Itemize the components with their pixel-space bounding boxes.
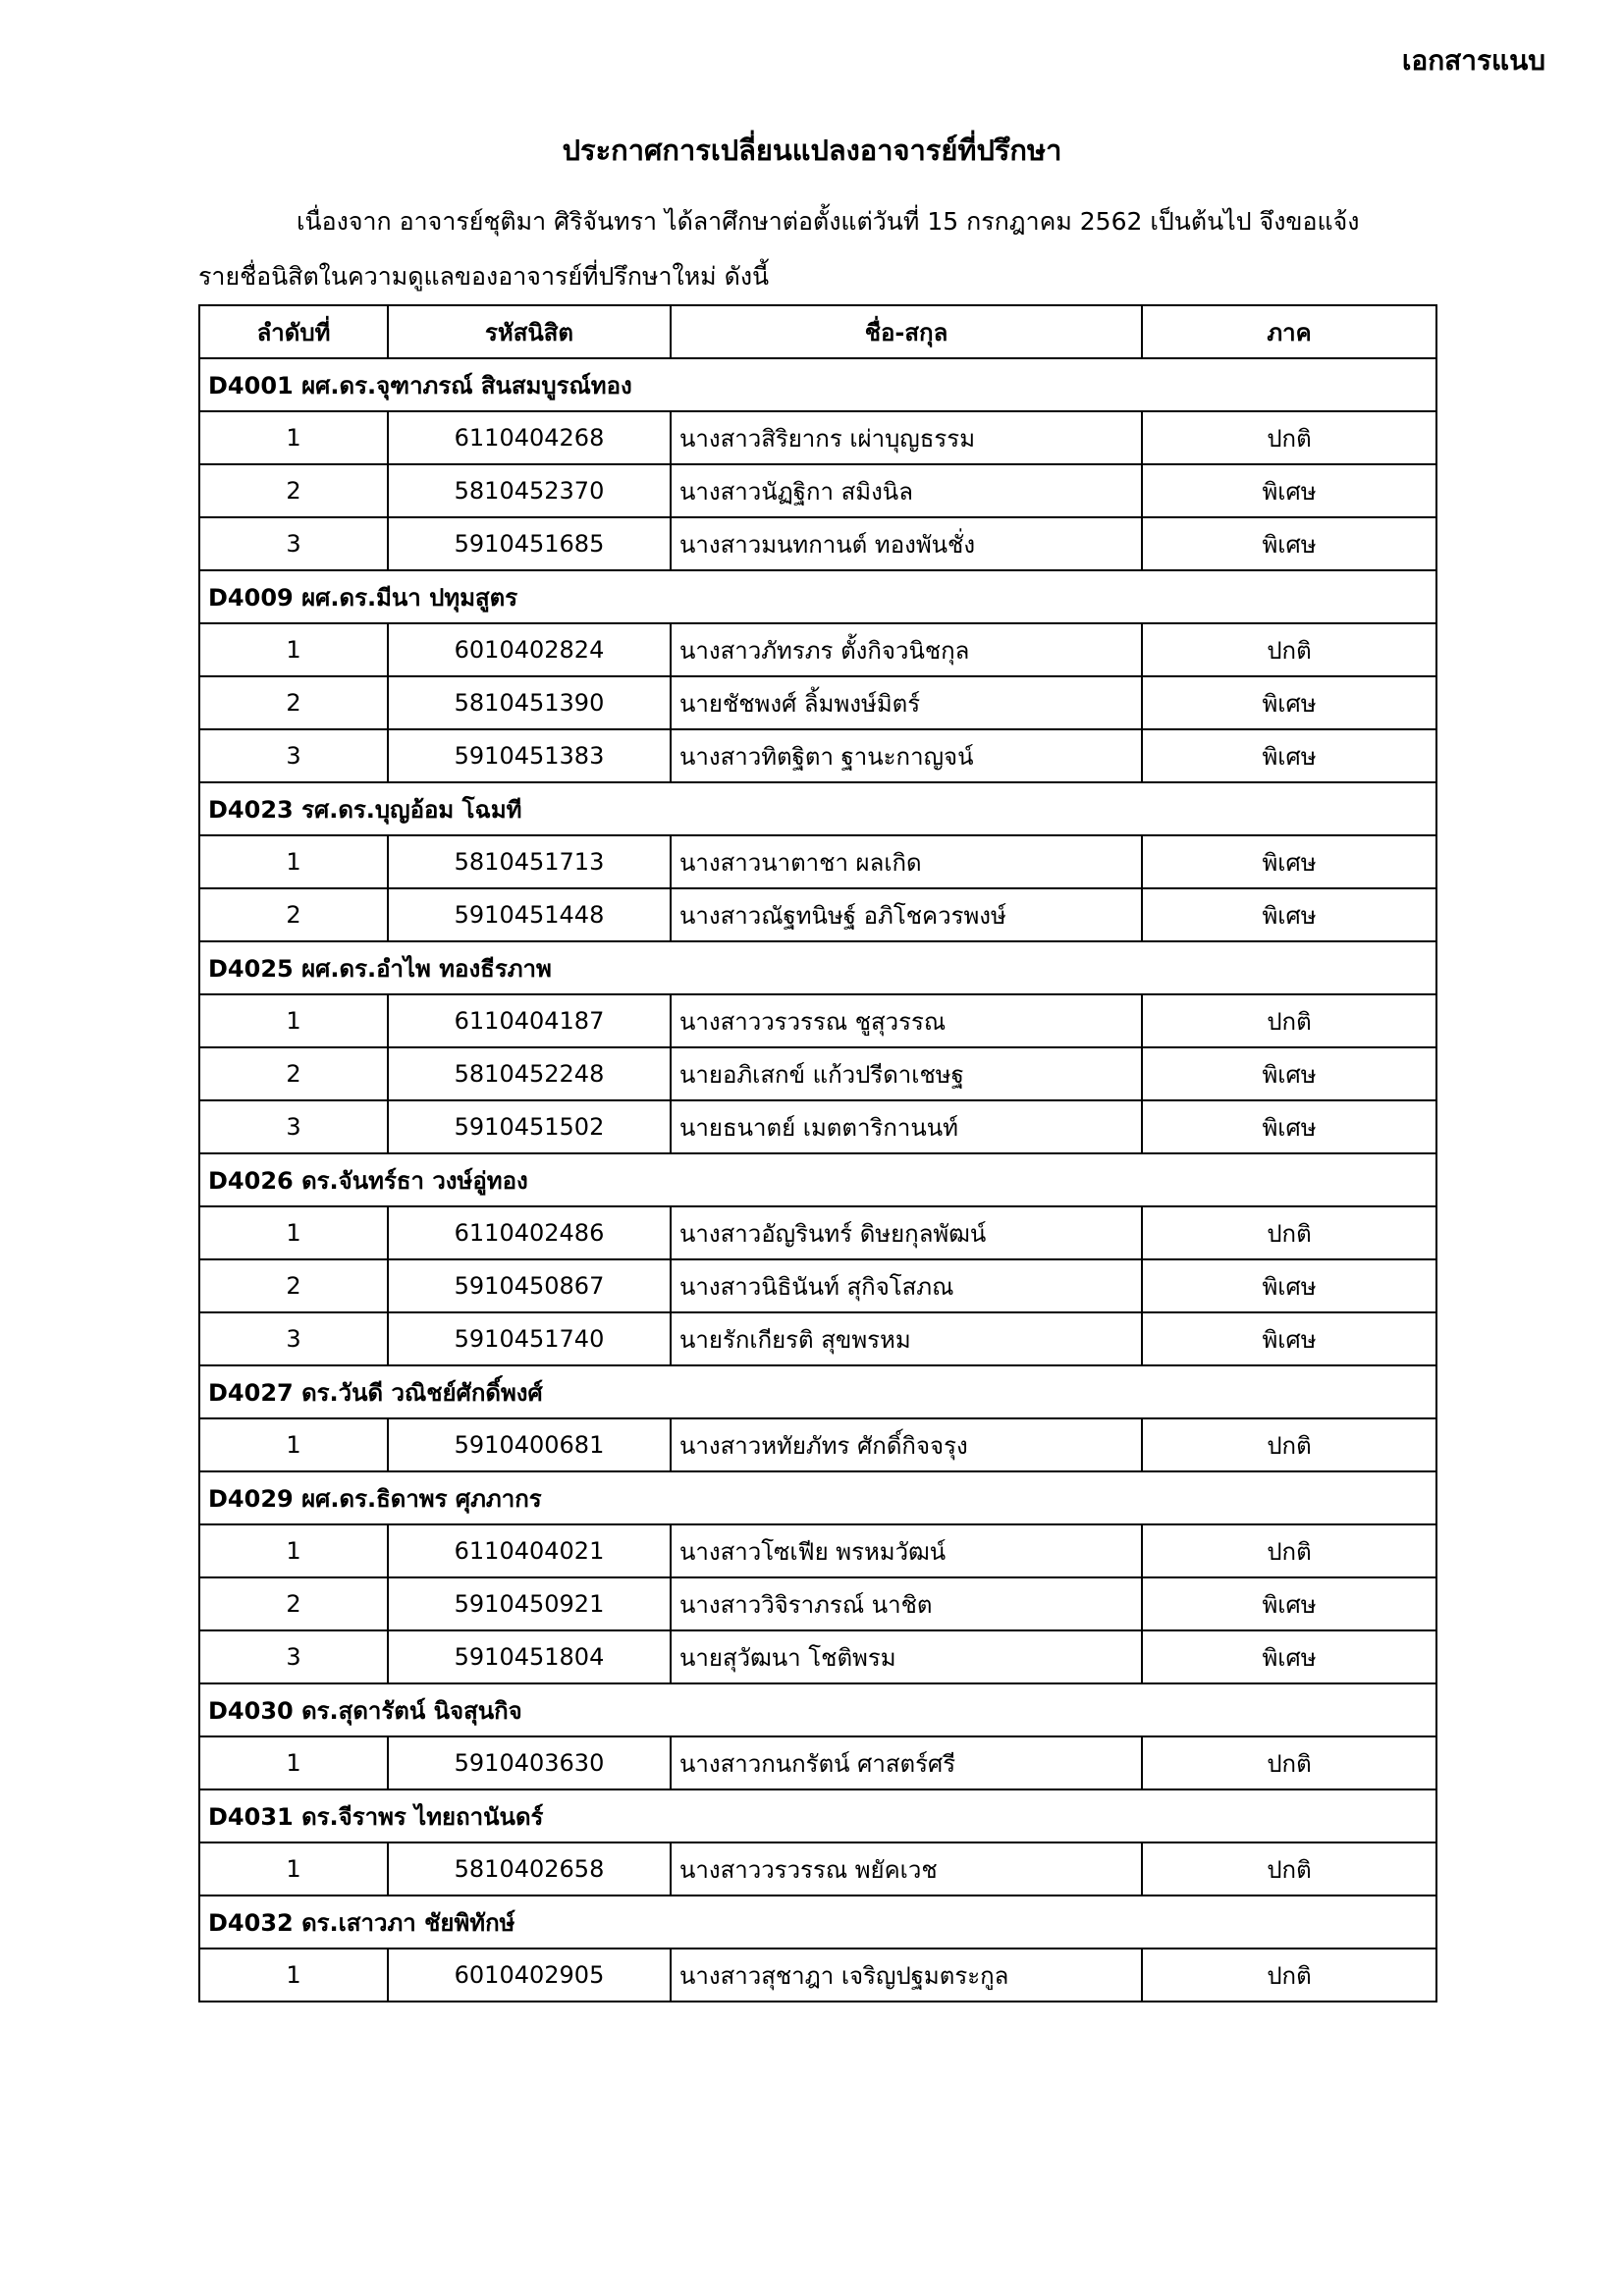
student-name-cell: นางสาวนาตาชา ผลเกิด <box>671 835 1142 888</box>
student-id-cell: 5910451740 <box>388 1312 671 1365</box>
student-name-cell: นางสาวสิริยากร เผ่าบุญธรรม <box>671 411 1142 464</box>
advisor-group-row <box>199 1153 1436 1206</box>
advisor-group-row <box>199 1471 1436 1524</box>
student-name-cell: นางสาวนิธินันท์ สุกิจโสภณ <box>671 1259 1142 1312</box>
table-row <box>199 623 1436 676</box>
program-cell: พิเศษ <box>1142 1312 1436 1365</box>
table-row <box>199 1949 1436 2002</box>
program-cell: ปกติ <box>1142 1736 1436 1789</box>
table-row <box>199 729 1436 782</box>
table-row <box>199 1206 1436 1259</box>
student-id-cell: 5910451448 <box>388 888 671 941</box>
advisor-name: D4001 ผศ.ดร.จุฑาภรณ์ สินสมบูรณ์ทอง <box>199 358 1436 411</box>
advisor-group-row <box>199 358 1436 411</box>
student-name-cell: นายสุวัฒนา โชติพรม <box>671 1630 1142 1683</box>
student-name-cell: นางสาวหทัยภัทร ศักดิ์กิจจรุง <box>671 1418 1142 1471</box>
student-id-cell: 5910450867 <box>388 1259 671 1312</box>
student-name-cell: นายรักเกียรติ สุขพรหม <box>671 1312 1142 1365</box>
student-name-cell: นายอภิเสกข์ แก้วปรีดาเชษฐ <box>671 1047 1142 1100</box>
order-cell: 1 <box>199 1524 388 1577</box>
advisor-group-row <box>199 1365 1436 1418</box>
student-id-cell: 5910403630 <box>388 1736 671 1789</box>
advisor-name: D4025 ผศ.ดร.อำไพ ทองธีรภาพ <box>199 941 1436 994</box>
header-order: ลำดับที่ <box>199 305 388 358</box>
student-name-cell: นายธนาตย์ เมตตาริกานนท์ <box>671 1100 1142 1153</box>
student-id-cell: 5910451502 <box>388 1100 671 1153</box>
order-cell: 3 <box>199 1100 388 1153</box>
student-id-cell: 5910451685 <box>388 517 671 570</box>
student-name-cell: นางสาวสุชาฎา เจริญปฐมตระกูล <box>671 1949 1142 2002</box>
order-cell: 2 <box>199 1259 388 1312</box>
table-row <box>199 1312 1436 1365</box>
table-row <box>199 517 1436 570</box>
advisor-name: D4023 รศ.ดร.บุญอ้อม โฉมที <box>199 782 1436 835</box>
student-name-cell: นางสาววิจิราภรณ์ นาชิต <box>671 1577 1142 1630</box>
table-row <box>199 464 1436 517</box>
program-cell: ปกติ <box>1142 623 1436 676</box>
order-cell: 3 <box>199 729 388 782</box>
student-id-cell: 6110404021 <box>388 1524 671 1577</box>
attachment-label: เอกสารแนบ <box>1401 44 1545 77</box>
table-body <box>199 358 1436 2002</box>
table-header-row <box>199 305 1436 358</box>
program-cell: พิเศษ <box>1142 1100 1436 1153</box>
intro-line-2: รายชื่อนิสิตในความดูแลของอาจารย์ที่ปรึกษาใหม่ ดังนี้ <box>198 262 770 291</box>
order-cell: 3 <box>199 1630 388 1683</box>
program-cell: ปกติ <box>1142 1949 1436 2002</box>
student-id-cell: 5810452248 <box>388 1047 671 1100</box>
student-id-cell: 5810451713 <box>388 835 671 888</box>
advisor-group-row <box>199 941 1436 994</box>
student-id-cell: 5910451383 <box>388 729 671 782</box>
student-id-cell: 5910450921 <box>388 1577 671 1630</box>
program-cell: พิเศษ <box>1142 835 1436 888</box>
student-name-cell: นายชัชพงศ์ ลิ้มพงษ์มิตร์ <box>671 676 1142 729</box>
student-id-cell: 6010402905 <box>388 1949 671 2002</box>
student-name-cell: นางสาววรวรรณ พยัคเวช <box>671 1842 1142 1896</box>
advisor-group-row <box>199 1683 1436 1736</box>
header-program: ภาค <box>1142 305 1436 358</box>
table-row <box>199 1047 1436 1100</box>
order-cell: 3 <box>199 517 388 570</box>
program-cell: พิเศษ <box>1142 1047 1436 1100</box>
order-cell: 2 <box>199 676 388 729</box>
student-id-cell: 5910451804 <box>388 1630 671 1683</box>
table-row <box>199 1524 1436 1577</box>
program-cell: ปกติ <box>1142 411 1436 464</box>
student-name-cell: นางสาวภัทรภร ตั้งกิจวนิชกุล <box>671 623 1142 676</box>
student-id-cell: 6010402824 <box>388 623 671 676</box>
program-cell: พิเศษ <box>1142 676 1436 729</box>
student-id-cell: 5910400681 <box>388 1418 671 1471</box>
program-cell: พิเศษ <box>1142 517 1436 570</box>
table-row <box>199 994 1436 1047</box>
student-id-cell: 6110402486 <box>388 1206 671 1259</box>
order-cell: 1 <box>199 623 388 676</box>
order-cell: 2 <box>199 1047 388 1100</box>
order-cell: 2 <box>199 1577 388 1630</box>
student-id-cell: 6110404268 <box>388 411 671 464</box>
program-cell: ปกติ <box>1142 1842 1436 1896</box>
table-row <box>199 1100 1436 1153</box>
student-name-cell: นางสาวนัฏฐิกา สมิงนิล <box>671 464 1142 517</box>
table-row <box>199 1736 1436 1789</box>
header-student-id: รหัสนิสิต <box>388 305 671 358</box>
program-cell: ปกติ <box>1142 994 1436 1047</box>
advisor-name: D4031 ดร.จีราพร ไทยถานันดร์ <box>199 1789 1436 1842</box>
program-cell: พิเศษ <box>1142 1259 1436 1312</box>
advisor-name: D4032 ดร.เสาวภา ชัยพิทักษ์ <box>199 1896 1436 1949</box>
program-cell: พิเศษ <box>1142 464 1436 517</box>
program-cell: พิเศษ <box>1142 729 1436 782</box>
student-id-cell: 5810402658 <box>388 1842 671 1896</box>
advisor-student-table <box>198 304 1437 2002</box>
order-cell: 2 <box>199 464 388 517</box>
student-name-cell: นางสาวทิตฐิตา ฐานะกาญจน์ <box>671 729 1142 782</box>
table-row <box>199 411 1436 464</box>
table-row <box>199 1577 1436 1630</box>
student-name-cell: นางสาวณัฐทนิษฐ์ อภิโชควรพงษ์ <box>671 888 1142 941</box>
program-cell: ปกติ <box>1142 1206 1436 1259</box>
advisor-name: D4026 ดร.จันทร์ธา วงษ์อู่ทอง <box>199 1153 1436 1206</box>
program-cell: ปกติ <box>1142 1524 1436 1577</box>
advisor-name: D4009 ผศ.ดร.มีนา ปทุมสูตร <box>199 570 1436 623</box>
table-row <box>199 888 1436 941</box>
order-cell: 1 <box>199 1206 388 1259</box>
advisor-group-row <box>199 1896 1436 1949</box>
order-cell: 1 <box>199 1842 388 1896</box>
order-cell: 1 <box>199 1418 388 1471</box>
advisor-name: D4030 ดร.สุดารัตน์ นิจสุนกิจ <box>199 1683 1436 1736</box>
student-name-cell: นางสาวโซเฟีย พรหมวัฒน์ <box>671 1524 1142 1577</box>
program-cell: พิเศษ <box>1142 888 1436 941</box>
advisor-name: D4027 ดร.วันดี วณิชย์ศักดิ์พงศ์ <box>199 1365 1436 1418</box>
student-name-cell: นางสาวอัญรินทร์ ดิษยกุลพัฒน์ <box>671 1206 1142 1259</box>
intro-line-1: เนื่องจาก อาจารย์ชุติมา ศิริจันทรา ได้ลาศึกษาต่อตั้งแต่วันที่ 15 กรกฎาคม 2562 เป็นต้นไป จึงขอแจ้ง <box>297 207 1360 236</box>
table-row <box>199 676 1436 729</box>
header-full-name: ชื่อ-สกุล <box>671 305 1142 358</box>
advisor-name: D4029 ผศ.ดร.ธิดาพร ศุภภากร <box>199 1471 1436 1524</box>
order-cell: 1 <box>199 1949 388 2002</box>
table-row <box>199 1418 1436 1471</box>
advisor-group-row <box>199 570 1436 623</box>
table-row <box>199 1630 1436 1683</box>
program-cell: ปกติ <box>1142 1418 1436 1471</box>
student-name-cell: นางสาวกนกรัตน์ ศาสตร์ศรี <box>671 1736 1142 1789</box>
program-cell: พิเศษ <box>1142 1630 1436 1683</box>
table-row <box>199 1259 1436 1312</box>
order-cell: 1 <box>199 411 388 464</box>
order-cell: 1 <box>199 835 388 888</box>
student-id-cell: 5810452370 <box>388 464 671 517</box>
order-cell: 1 <box>199 1736 388 1789</box>
order-cell: 3 <box>199 1312 388 1365</box>
table-row <box>199 835 1436 888</box>
program-cell: พิเศษ <box>1142 1577 1436 1630</box>
student-name-cell: นางสาวมนทกานต์ ทองพันชั่ง <box>671 517 1142 570</box>
student-id-cell: 6110404187 <box>388 994 671 1047</box>
order-cell: 2 <box>199 888 388 941</box>
table-row <box>199 1842 1436 1896</box>
order-cell: 1 <box>199 994 388 1047</box>
advisor-group-row <box>199 1789 1436 1842</box>
student-name-cell: นางสาววรวรรณ ชูสุวรรณ <box>671 994 1142 1047</box>
page-title: ประกาศการเปลี่ยนแปลงอาจารย์ที่ปรึกษา <box>562 133 1062 167</box>
student-id-cell: 5810451390 <box>388 676 671 729</box>
advisor-group-row <box>199 782 1436 835</box>
